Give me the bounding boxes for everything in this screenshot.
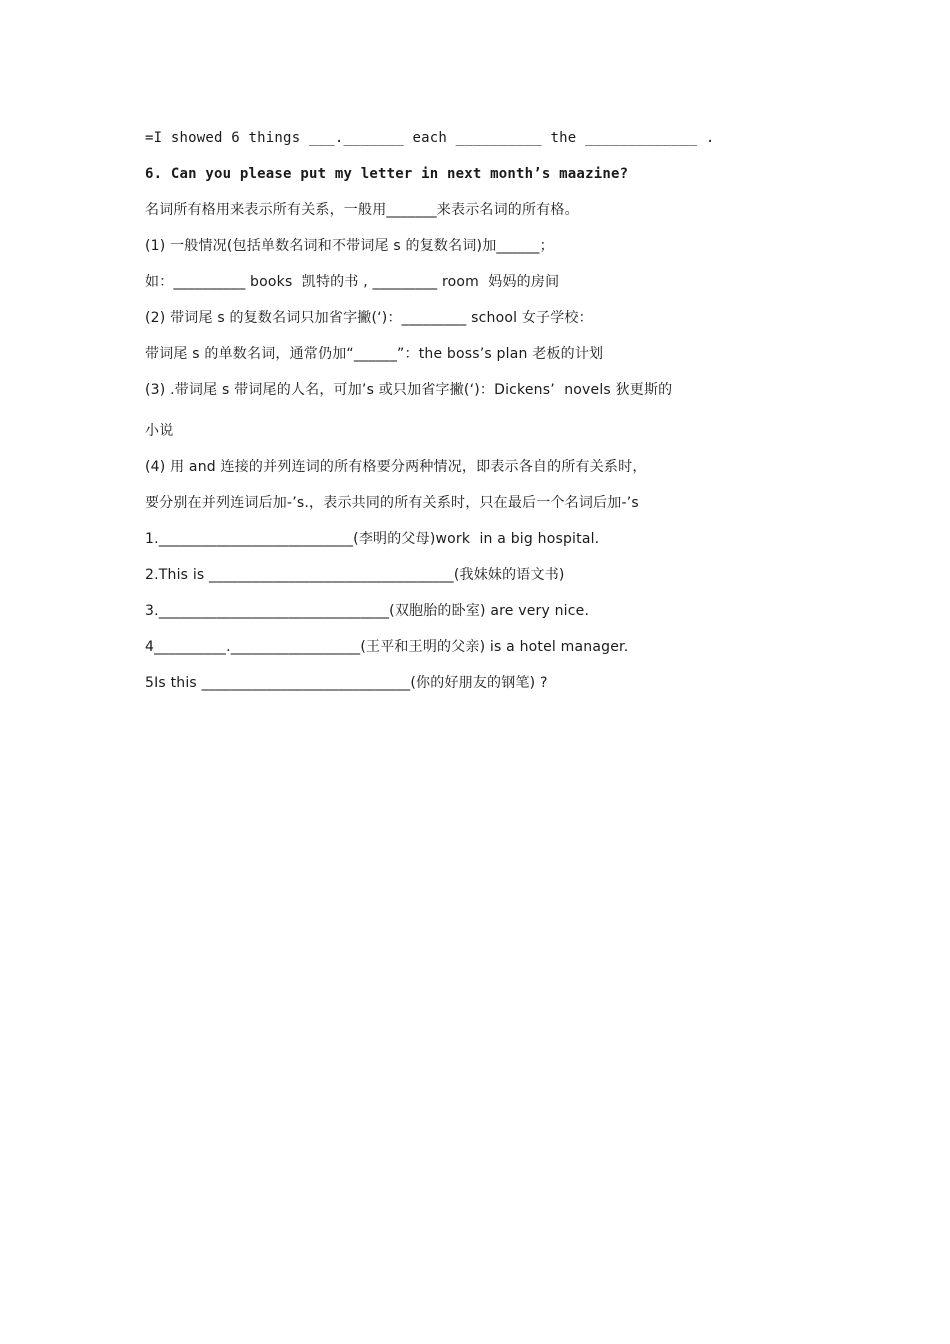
rule-4-detail: 要分别在并列连词后加-’s.，表示共同的所有关系时，只在最后一个名词后加-’s [145,495,639,511]
exercise-line-showed-things: =I showed 6 things ___._______ each __________ the _____________ . [145,130,715,146]
rule-4: (4) 用 and 连接的并列连词的所有格要分两种情况，即表示各自的所有关系时， [145,459,647,475]
rule-3: (3) .带词尾 s 带词尾的人名，可加’s 或只加省字撇(‘)：Dickens’ novels 狄更斯的 [145,382,673,398]
rule-3-continuation: 小说 [145,423,174,439]
exercise-1: 1.___________________________(李明的父母)work in a big hospital. [145,531,600,547]
section-heading-6: 6. Can you please put my letter in next month’s maazine? [145,166,629,182]
rule-1-example: 如：__________ books 凯特的书 , _________ room 妈妈的房间 [145,274,560,290]
exercise-4: 4__________.__________________(王平和王明的父亲) is a hotel manager. [145,639,629,655]
rule-2: (2) 带词尾 s 的复数名词只加省字撇(‘)：_________ school 女子学校： [145,310,593,326]
exercise-5: 5Is this _____________________________(你的好朋友的钢笔) ? [145,675,548,691]
exercise-2: 2.This is __________________________________(我妹妹的语文书) [145,567,565,583]
grammar-intro: 名词所有格用来表示所有关系，一般用_______来表示名词的所有格。 [145,202,579,218]
rule-1: (1) 一般情况(包括单数名词和不带词尾 s 的复数名词)加______； [145,238,554,254]
exercise-3: 3.________________________________(双胞胎的卧室) are very nice. [145,603,590,619]
rule-2-singular: 带词尾 s 的单数名词，通常仍加“______”：the boss’s plan 老板的计划 [145,346,604,362]
